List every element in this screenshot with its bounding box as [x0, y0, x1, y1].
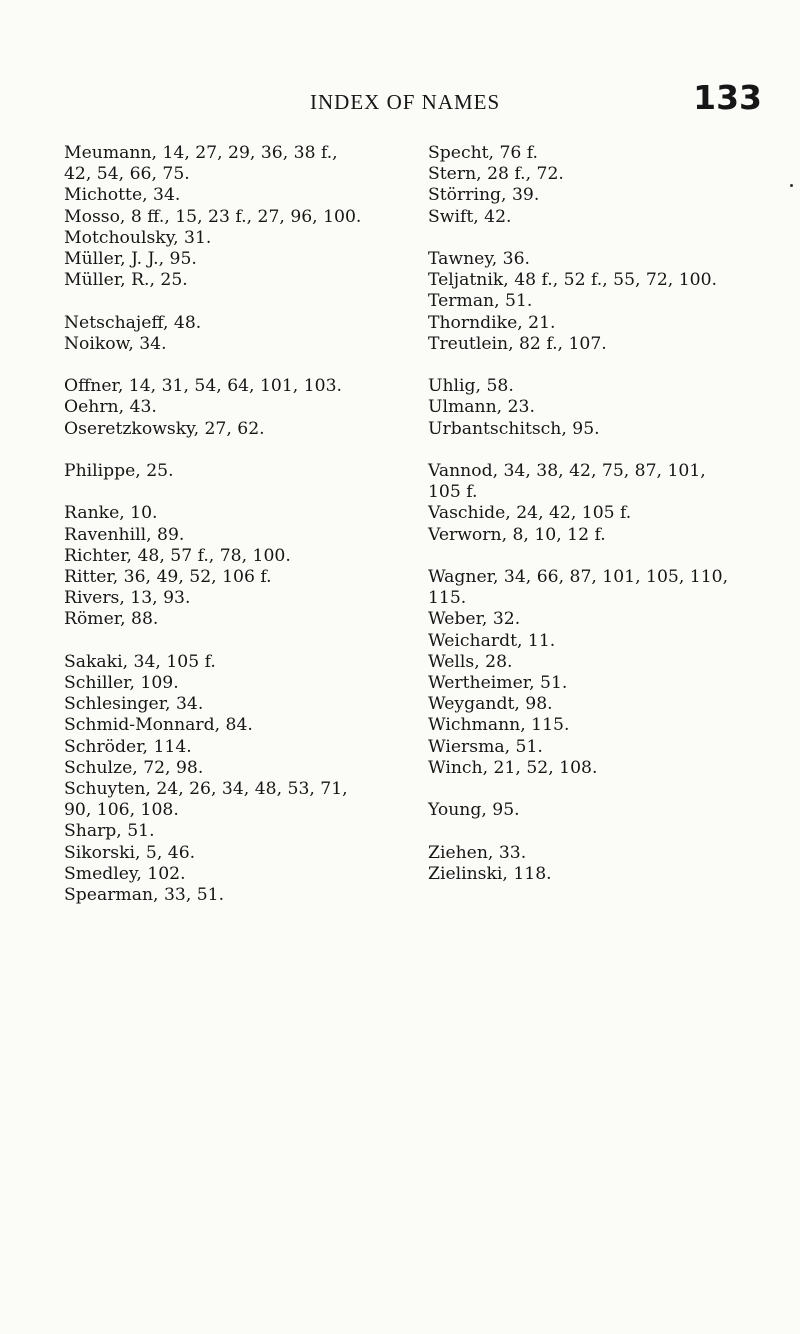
index-entry-line: Meumann, 14, 27, 29, 36, 38 f.,: [64, 143, 338, 163]
index-entry: [428, 461, 773, 503]
index-entry: [64, 843, 424, 864]
index-entry-line: Schröder, 114.: [64, 736, 192, 757]
letter-group-gap: [428, 779, 773, 800]
index-entry-line: Smedley, 102.: [64, 863, 186, 884]
print-speck: [790, 184, 793, 187]
letter-group-gap: [64, 482, 424, 503]
index-entry: [64, 821, 424, 842]
index-entry: [64, 779, 424, 821]
index-entry: [428, 758, 773, 779]
index-entry-line: Wertheimer, 51.: [428, 673, 568, 694]
index-column-right: [428, 143, 773, 885]
index-entry-line: Vaschide, 24, 42, 105 f.: [428, 503, 632, 524]
letter-group-gap: [64, 631, 424, 652]
index-entry: [428, 652, 773, 673]
index-entry-continuation: 90, 106, 108.: [64, 800, 179, 821]
index-entry-line: Spearman, 33, 51.: [64, 885, 225, 906]
index-entry-line: Sharp, 51.: [64, 821, 155, 842]
index-entry: [64, 270, 424, 291]
letter-group-gap: [64, 291, 424, 312]
index-entry: [428, 291, 773, 312]
index-entry-line: Stern, 28 f., 72.: [428, 164, 564, 185]
index-entry: [64, 419, 424, 440]
letter-group-gap: [428, 355, 773, 376]
index-entry-line: Ritter, 36, 49, 52, 106 f.: [64, 567, 272, 587]
index-entry-line: Verworn, 8, 10, 12 f.: [428, 524, 606, 545]
index-entry-line: Treutlein, 82 f., 107.: [428, 333, 607, 354]
index-entry: [428, 609, 773, 630]
index-entry-line: Mosso, 8 ff., 15, 23 f., 27, 96, 100.: [64, 206, 362, 227]
index-entry-line: Swift, 42.: [428, 206, 512, 227]
index-entry-line: Müller, J. J., 95.: [64, 249, 197, 270]
index-entry-line: Specht, 76 f.: [428, 143, 539, 163]
running-head: INDEX OF NAMES: [310, 90, 501, 114]
index-entry-line: Terman, 51.: [428, 291, 533, 312]
index-entry-line: Uhlig, 58.: [428, 376, 514, 397]
letter-group-gap: [428, 228, 773, 249]
index-entry: [428, 185, 773, 206]
index-entry: [428, 737, 773, 758]
index-entry-line: Thorndike, 21.: [428, 312, 556, 333]
index-entry: [428, 143, 773, 164]
index-entry: [64, 864, 424, 885]
index-entry-line: Young, 95.: [428, 800, 520, 821]
index-entry-line: Wichmann, 115.: [428, 715, 570, 736]
index-entry: [64, 376, 424, 397]
index-entry: [428, 419, 773, 440]
index-entry: [428, 376, 773, 397]
index-entry: [428, 164, 773, 185]
index-entry-line: Ravenhill, 89.: [64, 524, 185, 545]
index-entry-line: Noikow, 34.: [64, 333, 167, 354]
index-entry: [428, 249, 773, 270]
index-entry: [428, 800, 773, 821]
letter-group-gap: [428, 546, 773, 567]
index-entry-line: Weygandt, 98.: [428, 694, 553, 715]
index-entry: [64, 567, 424, 588]
index-entry: [64, 525, 424, 546]
index-entry: [428, 694, 773, 715]
index-entry-line: Urbantschitsch, 95.: [428, 418, 600, 439]
index-entry-line: Teljatnik, 48 f., 52 f., 55, 72, 100.: [428, 270, 717, 291]
index-entry-line: Weichardt, 11.: [428, 630, 556, 651]
index-entry-line: Winch, 21, 52, 108.: [428, 757, 598, 778]
page-header: [0, 80, 800, 120]
index-entry: [64, 334, 424, 355]
index-entry-line: Schlesinger, 34.: [64, 694, 204, 715]
index-entry-line: Schuyten, 24, 26, 34, 48, 53, 71,: [64, 779, 348, 800]
index-entry-line: Wagner, 34, 66, 87, 101, 105, 110,: [428, 567, 729, 587]
index-column-left: [64, 143, 424, 906]
letter-group-gap: [428, 821, 773, 842]
index-entry: [64, 185, 424, 206]
index-entry: [64, 397, 424, 418]
index-entry: [428, 397, 773, 418]
index-entry: [428, 503, 773, 524]
index-entry: [64, 758, 424, 779]
index-entry-line: Oseretzkowsky, 27, 62.: [64, 418, 265, 439]
index-entry-line: Schulze, 72, 98.: [64, 757, 204, 778]
index-entry-line: Schiller, 109.: [64, 673, 179, 693]
index-entry-line: Michotte, 34.: [64, 185, 181, 206]
index-entry: [64, 588, 424, 609]
letter-group-gap: [64, 355, 424, 376]
index-entry: [64, 715, 424, 736]
index-entry-line: Rivers, 13, 93.: [64, 588, 191, 609]
index-entry: [428, 715, 773, 736]
index-entry: [64, 885, 424, 906]
index-entry-line: Netschajeff, 48.: [64, 312, 202, 333]
index-entry-line: Wiersma, 51.: [428, 736, 543, 757]
index-entry: [428, 843, 773, 864]
index-entry-line: Wells, 28.: [428, 651, 513, 672]
index-entry-line: Störring, 39.: [428, 185, 540, 206]
index-entry-line: Oehrn, 43.: [64, 397, 157, 418]
index-entry-line: Römer, 88.: [64, 609, 159, 630]
index-entry: [64, 503, 424, 524]
index-entry-line: Ziehen, 33.: [428, 842, 527, 863]
index-entry: [64, 228, 424, 249]
index-entry: [428, 313, 773, 334]
index-entry-line: Weber, 32.: [428, 609, 521, 630]
index-entry-line: Schmid-Monnard, 84.: [64, 715, 253, 736]
index-entry: [64, 143, 424, 185]
index-entry: [428, 673, 773, 694]
letter-group-gap: [428, 440, 773, 461]
page-number: 133: [693, 78, 762, 117]
index-entry-line: Vannod, 34, 38, 42, 75, 87, 101,: [428, 461, 706, 481]
index-entry: [428, 334, 773, 355]
index-entry: [64, 694, 424, 715]
index-entry-line: Offner, 14, 31, 54, 64, 101, 103.: [64, 376, 342, 397]
index-entry: [428, 207, 773, 228]
index-entry-line: Philippe, 25.: [64, 461, 174, 481]
index-entry: [64, 673, 424, 694]
index-entry: [64, 313, 424, 334]
index-entry-line: Motchoulsky, 31.: [64, 227, 212, 248]
index-entry: [64, 546, 424, 567]
index-entry: [428, 864, 773, 885]
index-entry: [428, 631, 773, 652]
index-entry: [64, 249, 424, 270]
letter-group-gap: [64, 440, 424, 461]
index-entry-continuation: 115.: [428, 588, 467, 609]
index-entry-line: Richter, 48, 57 f., 78, 100.: [64, 545, 291, 566]
index-entry: [428, 270, 773, 291]
index-entry: [428, 525, 773, 546]
index-entry-line: Ranke, 10.: [64, 503, 158, 524]
index-entry: [64, 737, 424, 758]
index-entry: [64, 207, 424, 228]
index-entry-line: Ulmann, 23.: [428, 397, 535, 418]
index-entry-line: Müller, R., 25.: [64, 270, 188, 291]
index-entry: [64, 461, 424, 482]
index-entry: [428, 567, 773, 609]
index-entry-line: Sakaki, 34, 105 f.: [64, 651, 216, 672]
index-entry-line: Sikorski, 5, 46.: [64, 842, 196, 863]
index-entry-continuation: 105 f.: [428, 482, 478, 503]
index-entry: [64, 652, 424, 673]
index-entry-line: Zielinski, 118.: [428, 863, 552, 884]
index-entry-continuation: 42, 54, 66, 75.: [64, 164, 190, 185]
index-entry-line: Tawney, 36.: [428, 249, 531, 269]
index-entry: [64, 609, 424, 630]
